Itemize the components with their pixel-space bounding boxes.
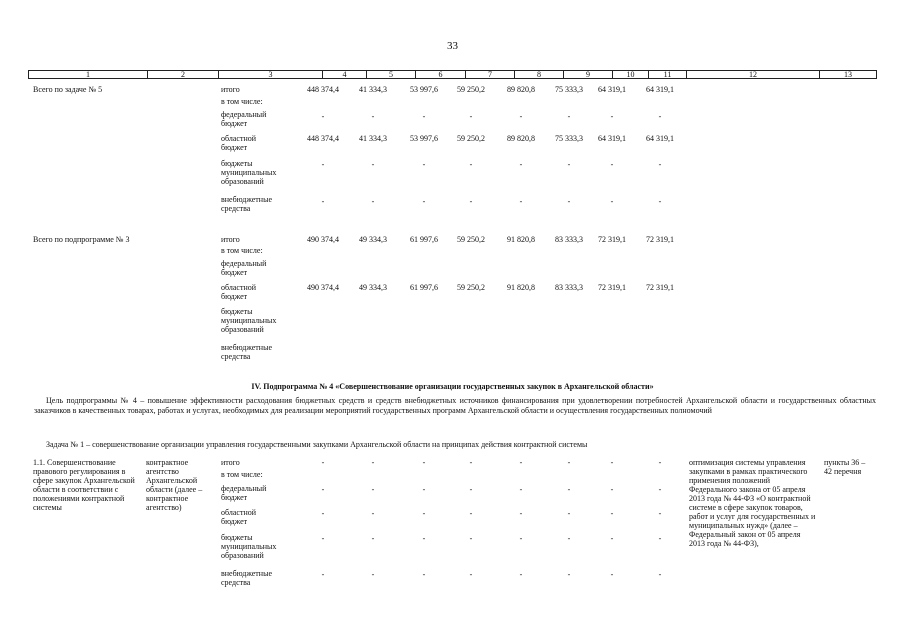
header-col-11: 11 [649, 71, 687, 78]
t5-regional-col4: 448 374,4 [307, 134, 339, 143]
m-federal-col10: - [610, 485, 614, 494]
m-regional-col7: - [469, 509, 473, 518]
m-extra-col8: - [519, 570, 523, 579]
header-col-13: 13 [844, 70, 852, 79]
source-total-label: итого [221, 235, 240, 244]
m-total-col5: - [371, 458, 375, 467]
header-col-7: 7 [466, 71, 515, 78]
header-col-12: 12 [687, 71, 820, 78]
m-extra-col6: - [422, 570, 426, 579]
t5-regional-col8: 89 820,8 [507, 134, 535, 143]
header-col-6: 6 [416, 71, 466, 78]
block-title-task5: Всего по задаче № 5 [33, 85, 103, 94]
t5-regional-col7: 59 250,2 [457, 134, 485, 143]
m-extra-col7: - [469, 570, 473, 579]
t5-extra-col10: - [610, 197, 614, 206]
t5-federal-col7: - [469, 112, 473, 121]
section-heading: IV. Подпрограмма № 4 «Совершенствование организации государственных закупок в Архангельской области» [251, 382, 654, 391]
task-paragraph: Задача № 1 – совершенствование организации управления государственными закупками Архангельской области на принципах действия контрактной системы [46, 440, 588, 449]
t5-extra-col5: - [371, 197, 375, 206]
sp3-total-col9: 83 333,3 [555, 235, 583, 244]
source-total-label: итого [221, 85, 240, 94]
m-federal-col11: - [658, 485, 662, 494]
m-regional-col4: - [321, 509, 325, 518]
t5-regional-col11: 64 319,1 [646, 134, 674, 143]
sp3-total-col6: 61 997,6 [410, 235, 438, 244]
block-title-subprogram3: Всего по подпрограмме № 3 [33, 235, 130, 244]
sp3-total-col7: 59 250,2 [457, 235, 485, 244]
m-extra-col5: - [371, 570, 375, 579]
source-extrabudget-label: внебюджетные средства [221, 195, 272, 213]
sp3-regional-col6: 61 997,6 [410, 283, 438, 292]
source-regional-label: областной бюджет [221, 134, 257, 152]
m-extra-col4: - [321, 570, 325, 579]
source-regional-label: областной бюджет [221, 283, 257, 301]
t5-municipal-col8: - [519, 160, 523, 169]
m-municipal-col9: - [567, 534, 571, 543]
m-regional-col11: - [658, 509, 662, 518]
t5-total-col7: 59 250,2 [457, 85, 485, 94]
header-col-9: 9 [564, 71, 613, 78]
source-federal-label: федеральный бюджет [221, 110, 267, 128]
m-total-col9: - [567, 458, 571, 467]
source-municipal-label: бюджеты муниципальных образований [221, 159, 277, 186]
m-regional-col8: - [519, 509, 523, 518]
source-total-label: итого [221, 458, 240, 467]
m-regional-col6: - [422, 509, 426, 518]
m-municipal-col4: - [321, 534, 325, 543]
m-extra-col10: - [610, 570, 614, 579]
source-including-label: в том числе: [221, 97, 263, 106]
header-col-3: 3 [219, 71, 323, 78]
source-extrabudget-label: внебюджетные средства [221, 343, 272, 361]
sp3-regional-col10: 72 319,1 [598, 283, 626, 292]
m-federal-col7: - [469, 485, 473, 494]
page-number: 33 [447, 40, 458, 52]
sp3-regional-col8: 91 820,8 [507, 283, 535, 292]
m-total-col10: - [610, 458, 614, 467]
t5-extra-col6: - [422, 197, 426, 206]
m-federal-col5: - [371, 485, 375, 494]
t5-regional-col5: 41 334,3 [359, 134, 387, 143]
t5-extra-col4: - [321, 197, 325, 206]
t5-federal-col11: - [658, 112, 662, 121]
sp3-total-col10: 72 319,1 [598, 235, 626, 244]
m-municipal-col5: - [371, 534, 375, 543]
m-total-col11: - [658, 458, 662, 467]
source-extrabudget-label: внебюджетные средства [221, 569, 272, 587]
t5-municipal-col4: - [321, 160, 325, 169]
t5-total-col10: 64 319,1 [598, 85, 626, 94]
header-col-2: 2 [148, 71, 219, 78]
t5-extra-col9: - [567, 197, 571, 206]
t5-municipal-col7: - [469, 160, 473, 169]
m-municipal-col6: - [422, 534, 426, 543]
m-regional-col9: - [567, 509, 571, 518]
m-total-col7: - [469, 458, 473, 467]
t5-federal-col9: - [567, 112, 571, 121]
m-regional-col5: - [371, 509, 375, 518]
m-total-col6: - [422, 458, 426, 467]
m-federal-col6: - [422, 485, 426, 494]
table-header-row [28, 70, 877, 79]
sp3-regional-col7: 59 250,2 [457, 283, 485, 292]
source-regional-label: областной бюджет [221, 508, 257, 526]
t5-federal-col5: - [371, 112, 375, 121]
t5-total-col4: 448 374,4 [307, 85, 339, 94]
source-including-label: в том числе: [221, 470, 263, 479]
t5-regional-col6: 53 997,6 [410, 134, 438, 143]
m-municipal-col8: - [519, 534, 523, 543]
sp3-regional-col11: 72 319,1 [646, 283, 674, 292]
m-municipal-col11: - [658, 534, 662, 543]
measure-result: оптимизация системы управления закупками в рамках практического применения положений Федерального закона от 05 апреля 2013 года № 44-ФЗ «О контрактной системе в сфере закупок товаров, работ и услуг для государственных и муниципальных нужд» (далее – Федеральный закон от 05 апреля 2013 года № 44-ФЗ), [689, 458, 816, 548]
t5-municipal-col5: - [371, 160, 375, 169]
t5-extra-col11: - [658, 197, 662, 206]
header-col-1: 1 [29, 71, 148, 78]
t5-federal-col8: - [519, 112, 523, 121]
m-federal-col4: - [321, 485, 325, 494]
sp3-regional-col9: 83 333,3 [555, 283, 583, 292]
sp3-total-col5: 49 334,3 [359, 235, 387, 244]
goal-paragraph: Цель подпрограммы № 4 – повышение эффективности расходования бюджетных средств и средств внебюджетных источников финансирования при удовлетворении потребностей Архангельской области и государственных областных заказчиков в качественных товарах, работах и услугах, необходимых для реализации мероприятий государственных программ Архангельской области и осуществления государственных полномочий [34, 396, 876, 415]
measure-name: 1.1. Совершенствование правового регулирования в сфере закупок Архангельской области в соответствии с положениями контрактной системы [33, 458, 135, 512]
source-federal-label: федеральный бюджет [221, 259, 267, 277]
t5-total-col9: 75 333,3 [555, 85, 583, 94]
t5-regional-col9: 75 333,3 [555, 134, 583, 143]
source-federal-label: федеральный бюджет [221, 484, 267, 502]
t5-regional-col10: 64 319,1 [598, 134, 626, 143]
t5-total-col5: 41 334,3 [359, 85, 387, 94]
m-municipal-col7: - [469, 534, 473, 543]
t5-total-col8: 89 820,8 [507, 85, 535, 94]
m-federal-col8: - [519, 485, 523, 494]
t5-total-col11: 64 319,1 [646, 85, 674, 94]
sp3-regional-col5: 49 334,3 [359, 283, 387, 292]
m-federal-col9: - [567, 485, 571, 494]
sp3-total-col11: 72 319,1 [646, 235, 674, 244]
m-regional-col10: - [610, 509, 614, 518]
t5-municipal-col10: - [610, 160, 614, 169]
sp3-total-col4: 490 374,4 [307, 235, 339, 244]
header-col-5: 5 [367, 71, 416, 78]
measure-executor: контрактное агентство Архангельской области (далее – контрактное агентство) [146, 458, 203, 512]
t5-total-col6: 53 997,6 [410, 85, 438, 94]
header-col-4: 4 [323, 71, 367, 78]
t5-federal-col4: - [321, 112, 325, 121]
t5-municipal-col6: - [422, 160, 426, 169]
m-total-col4: - [321, 458, 325, 467]
sp3-total-col8: 91 820,8 [507, 235, 535, 244]
source-municipal-label: бюджеты муниципальных образований [221, 307, 277, 334]
source-including-label: в том числе: [221, 246, 263, 255]
m-municipal-col10: - [610, 534, 614, 543]
header-col-10: 10 [613, 71, 649, 78]
t5-extra-col8: - [519, 197, 523, 206]
t5-municipal-col9: - [567, 160, 571, 169]
sp3-regional-col4: 490 374,4 [307, 283, 339, 292]
m-total-col8: - [519, 458, 523, 467]
header-col-8: 8 [515, 71, 564, 78]
t5-federal-col10: - [610, 112, 614, 121]
m-extra-col9: - [567, 570, 571, 579]
t5-extra-col7: - [469, 197, 473, 206]
measure-points: пункты 36 – 42 перечня [824, 458, 866, 476]
t5-municipal-col11: - [658, 160, 662, 169]
m-extra-col11: - [658, 570, 662, 579]
t5-federal-col6: - [422, 112, 426, 121]
source-municipal-label: бюджеты муниципальных образований [221, 533, 277, 560]
